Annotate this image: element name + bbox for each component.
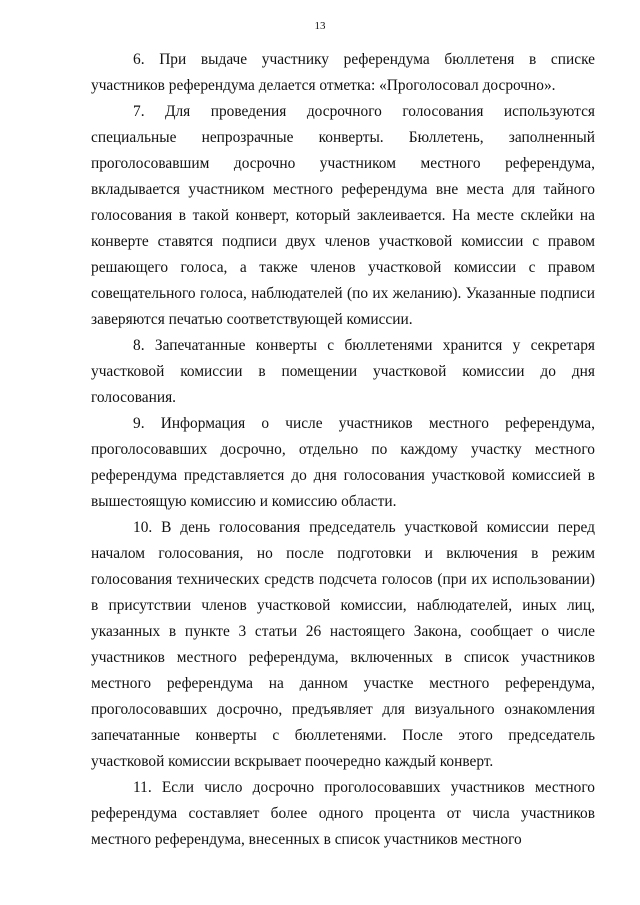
paragraph-6: 6. При выдаче участнику референдума бюллетеня в списке участников референдума делается отметка: «Проголосовал досрочно». bbox=[91, 51, 595, 94]
paragraph-11: 11. Если число досрочно проголосовавших участников местного референдума составляет более одного процента от числа участников местного референдума, внесенных в список участников местного bbox=[91, 779, 595, 848]
paragraph-8: 8. Запечатанные конверты с бюллетенями хранится у секретаря участковой комиссии в помещении участковой комиссии до дня голосования. bbox=[91, 337, 595, 406]
page-number: 13 bbox=[314, 20, 326, 32]
paragraph-10: 10. В день голосования председатель участковой комиссии перед началом голосования, но после подготовки и включения в режим голосования технических средств подсчета голосов (при их использовании) в присутствии членов участковой комиссии, наблюдателей, иных лиц, указанных в пункте 3 статьи 26 настоящего Закона, сообщает о числе участников местного референдума, включенных в список участников местного референдума на данном участке местного референдума, проголосовавших досрочно, предъявляет для визуального ознакомления запечатанные конверты с бюллетенями. После этого председатель участковой комиссии вскрывает поочередно каждый конверт. bbox=[91, 519, 595, 770]
paragraph-7: 7. Для проведения досрочного голосования используются специальные непрозрачные конверты. Бюллетень, заполненный проголосовавшим досрочно участником местного референдума, вкладывается участником местного референдума вне места для тайного голосования в такой конверт, который заклеивается. На месте склейки на конверте ставятся подписи двух членов участковой комиссии с правом решающего голоса, а также членов участковой комиссии с правом совещательного голоса, наблюдателей (по их желанию). Указанные подписи заверяются печатью соответствующей комиссии. bbox=[91, 103, 595, 328]
document-body bbox=[91, 47, 595, 853]
paragraph-9: 9. Информация о числе участников местного референдума, проголосовавших досрочно, отдельно по каждому участку местного референдума представляется до дня голосования участковой комиссией в вышестоящую комиссию и комиссию области. bbox=[91, 415, 595, 510]
